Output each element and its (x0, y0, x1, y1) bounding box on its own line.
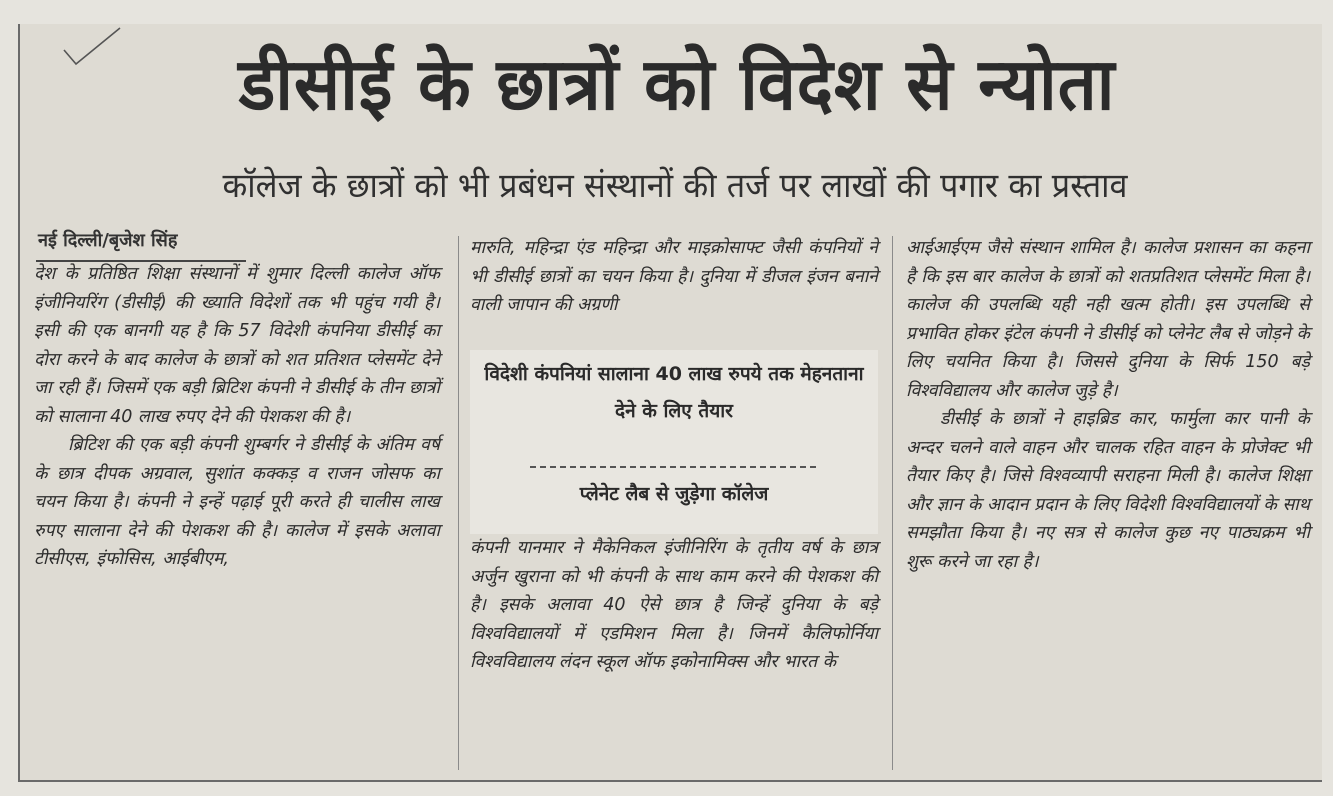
headline: डीसीई के छात्रों को विदेश से न्योता (238, 42, 1116, 126)
paragraph: डीसीई के छात्रों ने हाइब्रिड कार, फार्मुला कार पानी के अन्दर चलने वाले वाहन और चालक रहित वाहन के प्रोजेक्ट भी तैयार किए है। जिसे विश्वव्यापी सराहना मिली है। कालेज शिक्षा और ज्ञान के आदान प्रदान के लिए विदेशी विश्वविद्यालयों के साथ समझौता किया है। नए सत्र से कालेज कुछ नए पाठ्यक्रम भी शुरू करने जा रहा है। (906, 409, 1310, 572)
paragraph: ब्रिटिश की एक बड़ी कंपनी शुम्बर्गर ने डीसीई के अंतिम वर्ष के छात्र दीपक अग्रवाल, सुशांत कक्कड़ व राजन जोसफ का चयन किया है। कंपनी ने इन्हें पढ़ाई पूरी करते ही चालीस लाख रुपए सालाना देने की पेशकश की है। कालेज में इसके अलावा टीसीएस, इंफोसिस, आईबीएम, (34, 435, 440, 569)
column-divider-2 (892, 236, 893, 770)
article-column-1 (34, 260, 440, 574)
subheadline: कॉलेज के छात्रों को भी प्रबंधन संस्थानों की तर्ज पर लाखों की पगार का प्रस्ताव (222, 166, 1128, 206)
paragraph: कंपनी यानमार ने मैकेनिकल इंजीनिरिंग के तृतीय वर्ष के छात्र अर्जुन खुराना को भी कंपनी के साथ काम करने की पेशकश की है। इसके अलावा 40 ऐसे छात्र है जिन्हें दुनिया के बड़े विश्वविद्यालयों में एडमिशन मिला है। जिनमें कैलिफोर्निया विश्वविद्यालय लंदन स्कूल ऑफ इकोनामिक्स और भारत के (470, 538, 878, 672)
article-column-3 (906, 234, 1310, 576)
paragraph: मारुति, महिन्द्रा एंड महिन्द्रा और माइक्रोसाफ्ट जैसी कंपनियों ने भी डीसीई छात्रों का चयन किया है। दुनिया में डीजल इंजन बनाने वाली जापान की अग्रणी (470, 238, 878, 315)
column-divider-1 (458, 236, 459, 770)
paragraph: आईआईएम जैसे संस्थान शामिल है। कालेज प्रशासन का कहना है कि इस बार कालेज के छात्रों को शतप्रतिशत प्लेसमेंट मिला है। कालेज की उपलब्धि यही नही खत्म होती। इस उपलब्धि से प्रभावित होकर इंटेल कंपनी ने डीसीई को प्लेनेट लैब से जोड़ने के लिए चयनित किया है। जिससे दुनिया के सिर्फ 150 बड़े विश्वविद्यालय और कालेज जुड़े है। (906, 238, 1310, 401)
newspaper-clipping (18, 24, 1322, 782)
byline: नई दिल्ली/बृजेश सिंह (38, 230, 178, 251)
paragraph: देश के प्रतिष्ठित शिक्षा संस्थानों में शुमार दिल्ली कालेज ऑफ इंजीनियरिंग (डीसीई) की ख्याति विदेशों तक भी पहुंच गयी है। इसी की एक बानगी यह है कि 57 विदेशी कंपनिया डीसीई का दोरा करने के बाद कालेज के छात्रों को शत प्रतिशत प्लेसमेंट देने जा रही हैं। जिसमें एक बड़ी ब्रिटिश कंपनी ने डीसीई के तीन छात्रों को सालाना 40 लाख रुपए देने की पेशकश की है। (34, 264, 440, 427)
pull-quote-dashed-rule (530, 466, 816, 468)
pull-quote-text: विदेशी कंपनियां सालाना 40 लाख रुपये तक मेहनताना देने के लिए तैयार (484, 363, 864, 422)
article-column-2-bottom (470, 534, 878, 677)
pull-quote-subtitle: प्लेनेट लैब से जुड़ेगा कॉलेज (579, 483, 769, 505)
article-column-2-top (470, 234, 878, 320)
